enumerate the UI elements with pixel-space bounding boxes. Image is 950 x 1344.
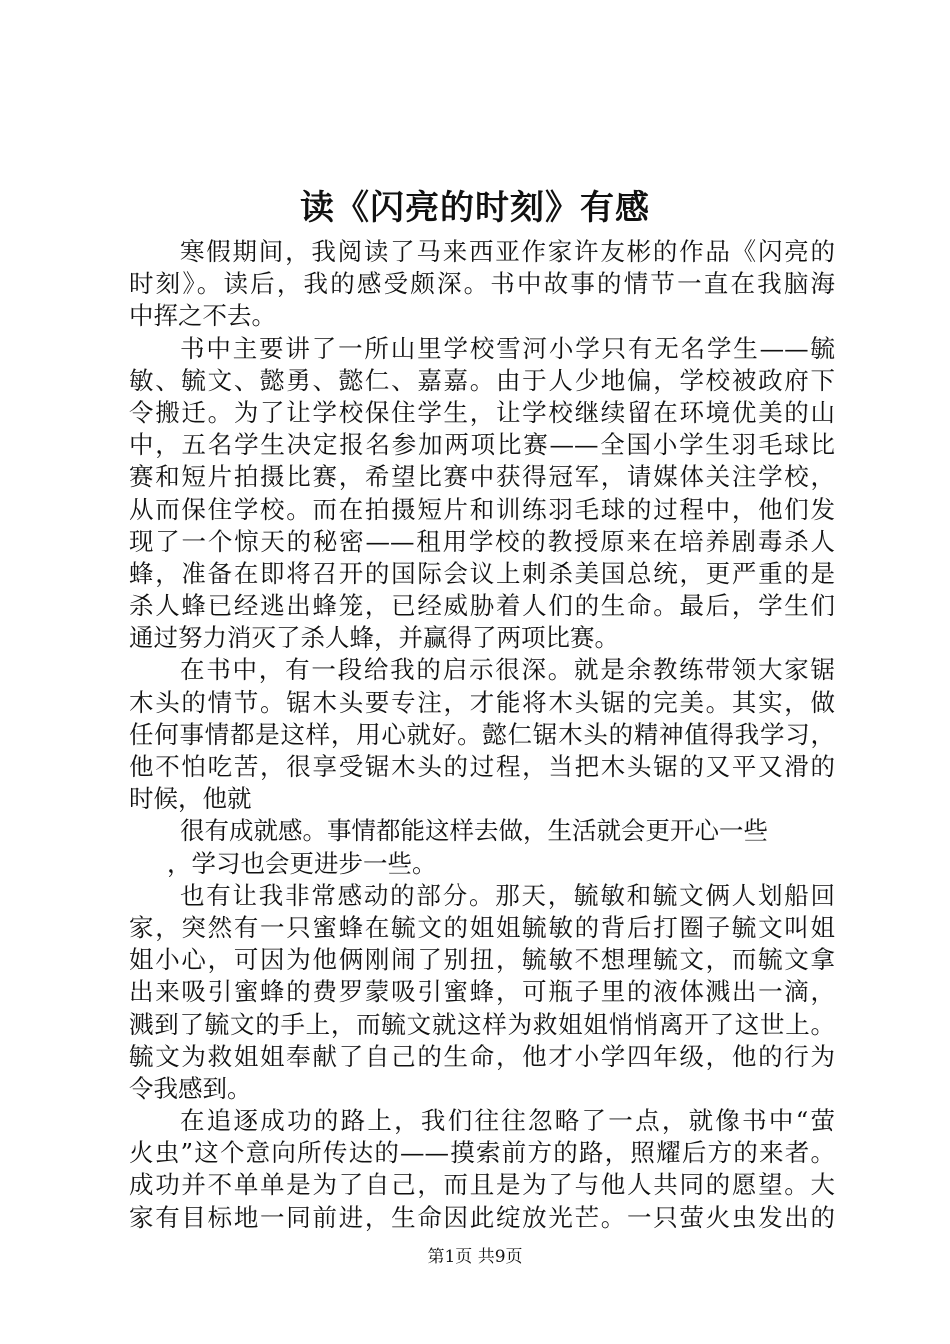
paragraph-line: 时候，他就 xyxy=(129,784,252,814)
paragraph-line: 木头的情节。锯木头要专注，才能将木头锯的完美。其实，做 xyxy=(129,687,835,717)
paragraph-line: 出来吸引蜜蜂的费罗蒙吸引蜜蜂，可瓶子里的液体溅出一滴， xyxy=(129,977,835,1007)
paragraph-line: 令搬迁。为了让学校保住学生，让学校继续留在环境优美的山 xyxy=(129,397,835,427)
paragraph-line: 中，五名学生决定报名参加两项比赛——全国小学生羽毛球比 xyxy=(129,430,835,460)
paragraph-line: 溅到了毓文的手上，而毓文就这样为救姐姐悄悄离开了这世上。 xyxy=(129,1009,835,1039)
paragraph-line: 寒假期间，我阅读了马来西亚作家许友彬的作品《闪亮的 xyxy=(180,237,835,266)
paragraph-line: 赛和短片拍摄比赛，希望比赛中获得冠军，请媒体关注学校， xyxy=(129,462,835,492)
document-body xyxy=(129,236,835,1234)
paragraph-line: 敏、毓文、懿勇、懿仁、嘉嘉。由于人少地偏，学校被政府下 xyxy=(129,365,835,395)
paragraph-line: 中挥之不去。 xyxy=(129,301,276,331)
paragraph-line: 从而保住学校。而在拍摄短片和训练羽毛球的过程中，他们发 xyxy=(129,494,835,524)
paragraph-line: 很有成就感。事情都能这样去做，生活就会更开心一些 xyxy=(180,816,768,846)
paragraph-line: 蜂，准备在即将召开的国际会议上刺杀美国总统，更严重的是 xyxy=(129,558,835,588)
paragraph-line: 杀人蜂已经逃出蜂笼，已经威胁着人们的生命。最后，学生们 xyxy=(129,591,835,621)
paragraph-line: 任何事情都是这样，用心就好。懿仁锯木头的精神值得我学习， xyxy=(129,719,835,749)
paragraph-line: 姐小心，可因为他俩刚闹了别扭，毓敏不想理毓文，而毓文拿 xyxy=(129,945,835,975)
paragraph-line: 他不怕吃苦，很享受锯木头的过程，当把木头锯的又平又滑的 xyxy=(129,752,835,781)
paragraph-line: 通过努力消灭了杀人蜂，并赢得了两项比赛。 xyxy=(129,623,619,653)
paragraph-line: 毓文为救姐姐奉献了自己的生命，他才小学四年级，他的行为 xyxy=(129,1041,835,1071)
paragraph-line: 成功并不单单是为了自己，而且是为了与他人共同的愿望。大 xyxy=(129,1170,835,1200)
document-title: 读《闪亮的时刻》有感 xyxy=(300,188,650,228)
paragraph-line: 也有让我非常感动的部分。那天，毓敏和毓文俩人划船回 xyxy=(180,880,835,910)
paragraph-line: 在追逐成功的路上，我们往往忽略了一点，就像书中“萤 xyxy=(180,1106,835,1136)
page-footer: 第1页 共9页 xyxy=(427,1247,523,1267)
paragraph-line: 书中主要讲了一所山里学校雪河小学只有无名学生——毓 xyxy=(180,333,835,363)
paragraph-line: 家，突然有一只蜜蜂在毓文的姐姐毓敏的背后打圈子毓文叫姐 xyxy=(129,912,835,942)
paragraph-line: 令我感到。 xyxy=(129,1073,252,1103)
paragraph-line: 现了一个惊天的秘密——租用学校的教授原来在培养剧毒杀人 xyxy=(129,526,835,556)
paragraph-line: 火虫”这个意向所传达的——摸索前方的路，照耀后方的来者。 xyxy=(129,1138,835,1168)
paragraph-line: ，学习也会更进步一些。 xyxy=(167,848,437,878)
paragraph-line: 在书中，有一段给我的启示很深。就是余教练带领大家锯 xyxy=(180,655,835,685)
paragraph-line: 时刻》。读后，我的感受颇深。书中故事的情节一直在我脑海 xyxy=(129,269,835,299)
paragraph-line: 家有目标地一同前进，生命因此绽放光芒。一只萤火虫发出的 xyxy=(129,1202,835,1232)
